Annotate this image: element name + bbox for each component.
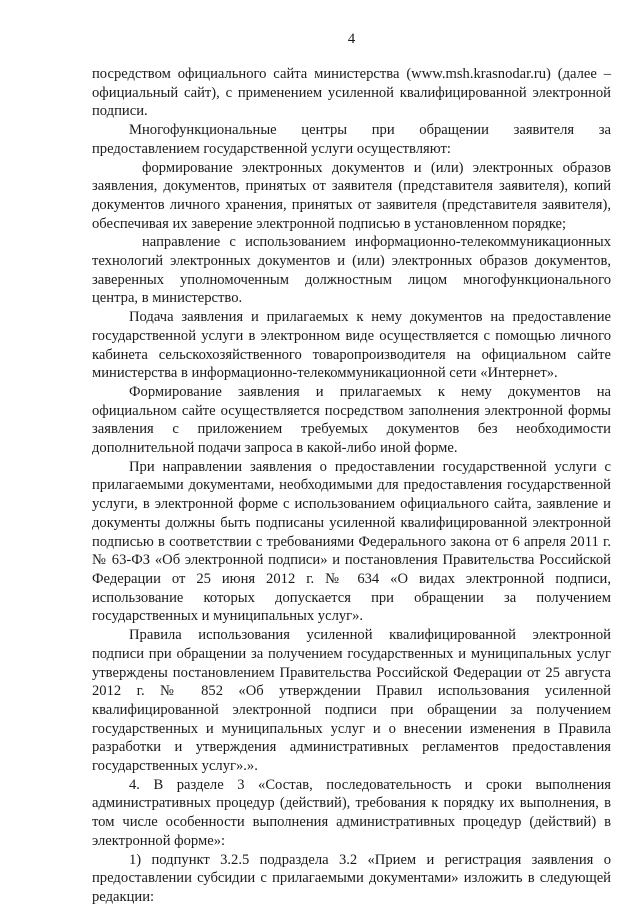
paragraph-signature-requirements: При направлении заявления о предоставлении государственной услуги с прилагаемыми документами, необходимыми для предоставления государственной услуги, в электронной форме с использованием официального сайта, заявление и документы должны быть подписаны усиленной квалифицированной электронной подписью в соответствии с требованиями Федерального закона от 6 апреля 2011 г. № 63-ФЗ «Об электронной подписи» и постановления Правительства Российской Федерации от 25 июня 2012 г. № 634 «О видах электронной подписи, использование которых допускается при обращении за получением государственных и муниципальных услуг».: [92, 458, 611, 625]
paragraph-section-3: 4. В разделе 3 «Состав, последовательность и сроки выполнения административных процедур (действий), требования к порядку их выполнения, в том числе особенности выполнения административных процедур (действий) в электронной форме»:: [92, 776, 611, 849]
paragraph-mfc-forming: формирование электронных документов и (или) электронных образов заявления, документов, принятых от заявителя (представителя заявителя), копий документов личного хранения, принятых от заявителя (представителя заявителя), обеспечивая их заверение электронной подписью в установленном порядке;: [92, 159, 611, 232]
paragraph-signature-rules: Правила использования усиленной квалифицированной электронной подписи при обращении за получением государственных и муниципальных услуг утверждены постановлением Правительства Российской Федерации от 25 августа 2012 г. № 852 «Об утверждении Правил использования усиленной квалифицированной электронной подписи при обращении за получением государственных и муниципальных услуг и о внесении изменения в Правила разработки и утверждения административных регламентов предоставления государственных услуг».».: [92, 627, 611, 775]
page-number: 4: [347, 31, 356, 47]
paragraph-mfc-sending: направление с использованием информационно-телекоммуникационных технологий электронных документов и (или) электронных образов документов, заверенных уполномоченным должностным лицом многофункционального центра, в министерство.: [92, 234, 611, 307]
paragraph-subitem-3-2-5: 1) подпункт 3.2.5 подраздела 3.2 «Прием и регистрация заявления о предоставлении субсидии с прилагаемыми документами» изложить в следующей редакции:: [92, 851, 611, 905]
paragraph-mfc-intro: Многофункциональные центры при обращении заявителя за предоставлением государственной услуги осуществляют:: [92, 122, 611, 157]
paragraph-electronic-submission: Подача заявления и прилагаемых к нему документов на предоставление государственной услуги в электронном виде осуществляется с помощью личного кабинета сельскохозяйственного товаропроизводителя на официальном сайте министерства в информационно-телекоммуникационной сети «Интернет».: [92, 309, 611, 382]
paragraph-forming-application: Формирование заявления и прилагаемых к нему документов на официальном сайте осуществляется посредством заполнения электронной формы заявления с приложением требуемых документов без необходимости дополнительной подачи запроса в какой-либо иной форме.: [92, 383, 611, 457]
paragraph-official-site: посредством официального сайта министерства (www.msh.krasnodar.ru) (далее – официальный сайт), с применением усиленной квалифицированной электронной подписи.: [92, 66, 611, 120]
